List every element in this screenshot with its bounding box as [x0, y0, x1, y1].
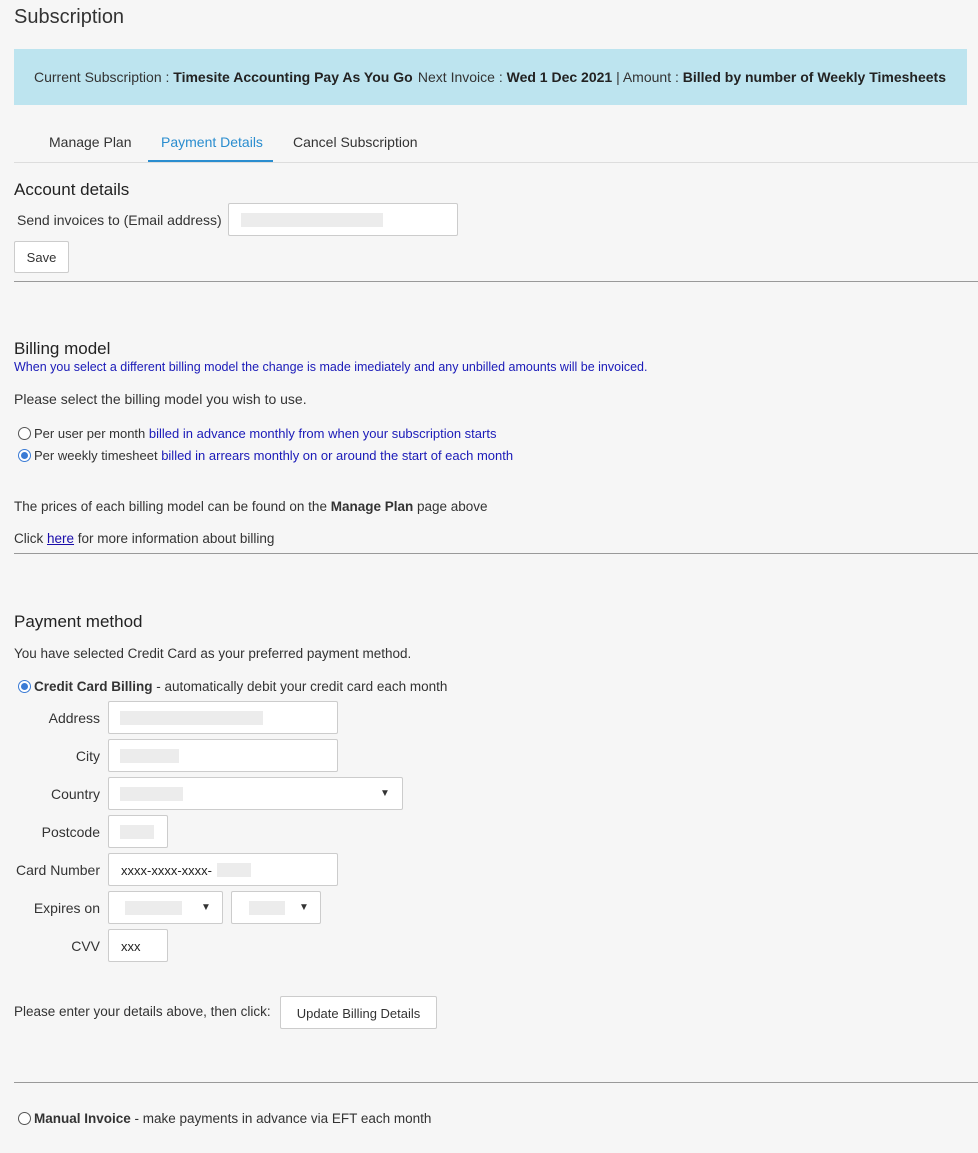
billing-info-link[interactable]: here [47, 531, 75, 546]
caret-down-icon: ▼ [201, 902, 211, 913]
city-input[interactable] [108, 739, 338, 772]
cvv-value: xxx [121, 939, 141, 954]
billing-help [14, 531, 274, 546]
address-input[interactable] [108, 701, 338, 734]
redacted-value [120, 749, 179, 763]
email-label: Send invoices to (Email address) [17, 212, 222, 228]
country-label: Country [50, 786, 100, 802]
tab-payment-details[interactable]: Payment Details [161, 134, 263, 150]
email-input[interactable] [228, 203, 458, 236]
page-title: Subscription [14, 6, 125, 28]
billing-model-heading: Billing model [14, 339, 111, 358]
caret-down-icon: ▼ [380, 788, 390, 799]
click-text: Click [14, 531, 47, 546]
billing-option-per-timesheet[interactable] [18, 448, 513, 463]
credit-card-label: Credit Card Billing [34, 679, 153, 694]
prices-text-end: page above [413, 499, 488, 514]
card-number-input[interactable] [108, 853, 338, 886]
postcode-label: Postcode [41, 824, 100, 840]
radio-credit-card[interactable] [18, 680, 31, 693]
redacted-value [120, 825, 154, 839]
expiry-year-select[interactable] [231, 891, 321, 924]
current-subscription-label: Current Subscription : [34, 69, 174, 85]
prices-bold: Manage Plan [330, 499, 414, 514]
billing-notice: When you select a different billing model the change is made imediately and any unbilled amounts will be invoiced. [14, 360, 648, 374]
billing-prompt: Please select the billing model you wish to use. [14, 391, 307, 407]
address-label: Address [48, 710, 100, 726]
redacted-value [241, 213, 383, 227]
redacted-value [217, 863, 251, 877]
divider [14, 1082, 978, 1083]
divider [14, 553, 978, 554]
country-select[interactable] [108, 777, 403, 810]
cvv-input[interactable] [108, 929, 168, 962]
next-invoice-label: Next Invoice : [417, 69, 507, 85]
caret-down-icon: ▼ [299, 902, 309, 913]
card-number-value: xxxx-xxxx-xxxx- [121, 863, 212, 878]
divider [14, 281, 978, 282]
manual-invoice-desc: - make payments in advance via EFT each month [130, 1111, 432, 1126]
save-button[interactable]: Save [14, 241, 69, 273]
redacted-value [249, 901, 285, 915]
option-desc: billed in arrears monthly on or around the start of each month [161, 448, 514, 463]
expires-label: Expires on [33, 900, 100, 916]
account-details-heading: Account details [14, 180, 130, 199]
option-label: Per weekly timesheet [34, 448, 158, 463]
amount-value: Billed by number of Weekly Timesheets [682, 69, 946, 85]
current-subscription-value: Timesite Accounting Pay As You Go [173, 69, 413, 85]
update-billing-details-button[interactable]: Update Billing Details [280, 996, 437, 1029]
expiry-month-select[interactable] [108, 891, 223, 924]
credit-card-option[interactable] [18, 679, 447, 694]
payment-selected-text: You have selected Credit Card as your preferred payment method. [14, 646, 412, 661]
click-text-end: for more information about billing [74, 531, 275, 546]
payment-method-heading: Payment method [14, 612, 143, 631]
prices-info [14, 499, 488, 514]
tab-cancel-subscription[interactable]: Cancel Subscription [293, 134, 418, 150]
option-label: Per user per month [34, 426, 146, 441]
postcode-input[interactable] [108, 815, 168, 848]
current-subscription [34, 69, 413, 85]
redacted-value [125, 901, 182, 915]
next-invoice [418, 69, 946, 85]
next-invoice-value: Wed 1 Dec 2021 [506, 69, 613, 85]
subscription-banner [14, 49, 967, 105]
update-prompt: Please enter your details above, then click: [14, 1004, 271, 1019]
redacted-value [120, 787, 183, 801]
manual-invoice-label: Manual Invoice [34, 1111, 131, 1126]
tab-manage-plan[interactable]: Manage Plan [49, 134, 132, 150]
option-desc: billed in advance monthly from when your subscription starts [148, 426, 497, 441]
radio-manual-invoice[interactable] [18, 1112, 31, 1125]
cvv-label: CVV [71, 938, 100, 954]
city-label: City [75, 748, 100, 764]
billing-option-per-user[interactable] [18, 426, 496, 441]
manual-invoice-option[interactable] [18, 1111, 431, 1126]
amount-label: | Amount : [612, 69, 683, 85]
active-tab-indicator [148, 160, 273, 162]
redacted-value [120, 711, 263, 725]
radio-per-timesheet[interactable] [18, 449, 31, 462]
prices-text: The prices of each billing model can be found on the [14, 499, 331, 514]
credit-card-desc: - automatically debit your credit card each month [152, 679, 448, 694]
card-number-label: Card Number [15, 862, 100, 878]
radio-per-user[interactable] [18, 427, 31, 440]
tab-bar [14, 125, 978, 163]
